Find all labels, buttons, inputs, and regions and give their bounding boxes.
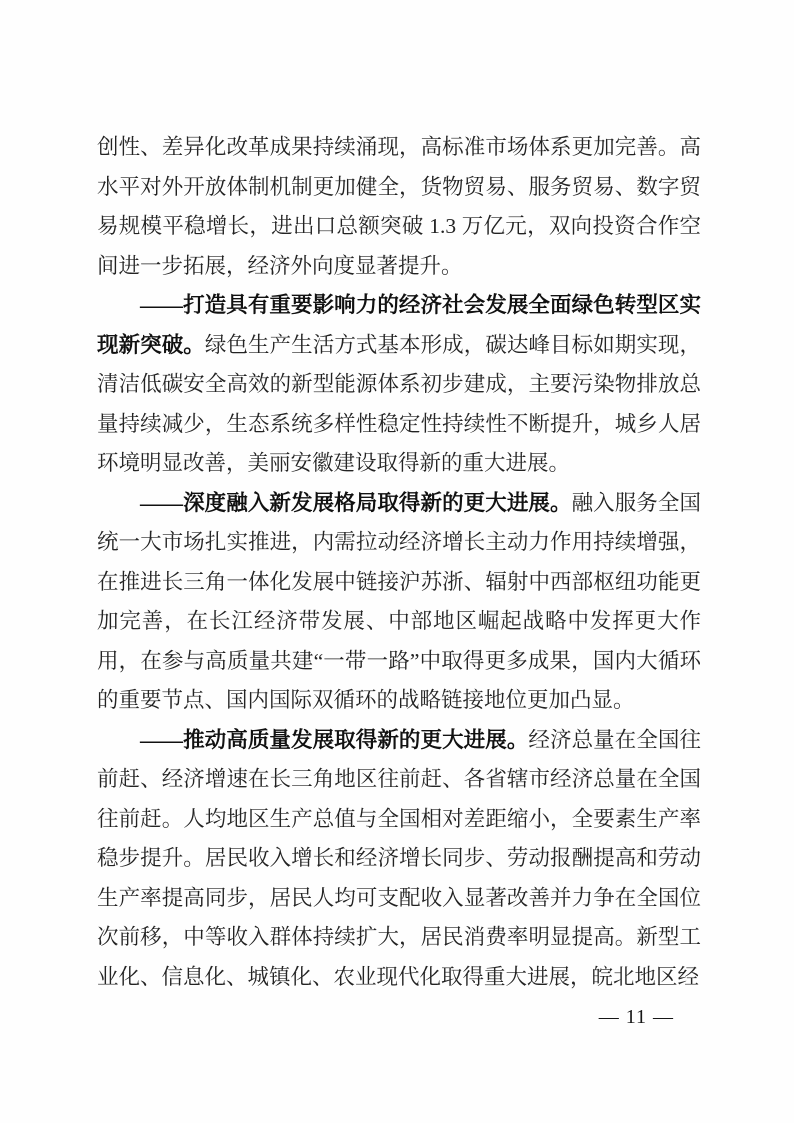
paragraph-lead-bold: ——深度融入新发展格局取得新的更大进展。: [140, 490, 572, 515]
paragraph-green-transition: [97, 286, 701, 484]
document-body: [97, 128, 701, 997]
paragraph-opening-continuation: [97, 128, 701, 286]
paragraph-text: 绿色生产生活方式基本形成，碳达峰目标如期实现，清洁低碳安全高效的新型能源体系初步建成，主要污染物排放总量持续减少，生态系统多样性稳定性持续性不断提升，城乡人居环境明显改善，美丽安徽建设取得新的重大进展。: [97, 332, 701, 475]
paragraph-text: 经济总量在全国往前赶、经济增速在长三角地区往前赶、各省辖市经济总量在全国往前赶。人均地区生产总值与全国相对差距缩小，全要素生产率稳步提升。居民收入增长和经济增长同步、劳动报酬提高和劳动生产率提高同步，居民人均可支配收入显著改善并力争在全国位次前移，中等收入群体持续扩大，居民消费率明显提高。新型工业化、信息化、城镇化、农业现代化取得重大进展，皖北地区经: [97, 727, 701, 989]
paragraph-new-development-pattern: [97, 484, 701, 721]
paragraph-text: 融入服务全国统一大市场扎实推进，内需拉动经济增长主动力作用持续增强，在推进长三角一体化发展中链接沪苏浙、辐射中西部枢纽功能更加完善，在长江经济带发展、中部地区崛起战略中发挥更大作用，在参与高质量共建“一带一路”中取得更多成果，国内大循环的重要节点、国内国际双循环的战略链接地位更加凸显。: [97, 490, 701, 712]
paragraph-lead-bold: ——打造具有重要影响力的经济社会发展全面绿色转型区实现新突破。: [97, 293, 701, 357]
paragraph-text: 创性、差异化改革成果持续涌现，高标准市场体系更加完善。高水平对外开放体制机制更加健全，货物贸易、服务贸易、数字贸易规模平稳增长，进出口总额突破 1.3 万亿元，双向投资合作空间进一步拓展，经济外向度显著提升。: [97, 135, 701, 278]
paragraph-lead-bold: ——推动高质量发展取得新的更大进展。: [140, 727, 529, 752]
page-number: — 11 —: [598, 1006, 674, 1028]
paragraph-high-quality-development: [97, 721, 701, 998]
